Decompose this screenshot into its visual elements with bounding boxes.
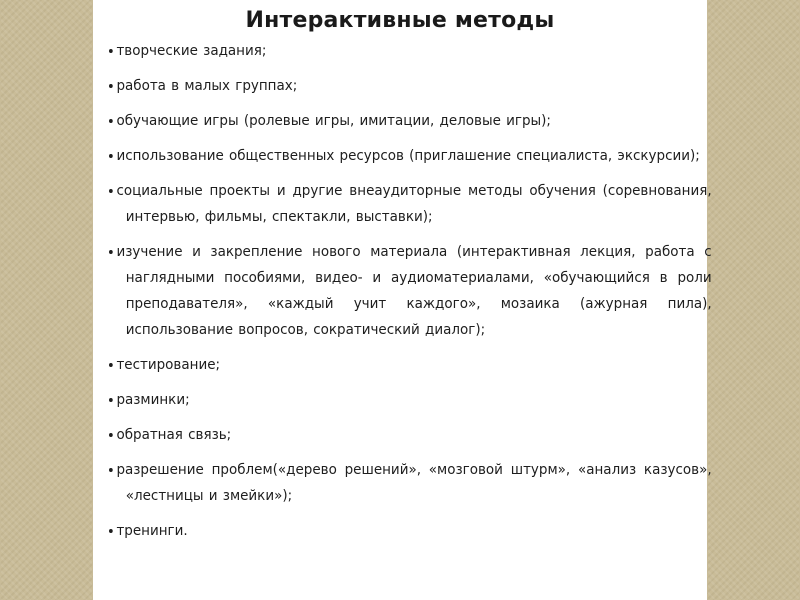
list-item-text: творческие задания; <box>116 43 267 59</box>
list-item-feedback <box>109 422 712 448</box>
list-item-social-projects <box>109 178 712 230</box>
list-item-text: социальные проекты и другие внеаудиторные методы обучения (соревнования, интервью, фильмы, спектакли, выставки); <box>116 183 712 225</box>
list-item-warmups <box>109 387 712 413</box>
bullet-dot <box>109 398 113 402</box>
list-item-problem-solving <box>109 457 712 509</box>
bullet-dot <box>109 529 113 533</box>
bullet-dot <box>109 189 113 193</box>
list-item-text: разминки; <box>116 392 190 408</box>
list-item-text: тестирование; <box>116 357 221 373</box>
list-item-public-resources <box>109 143 712 169</box>
list-item-text: использование общественных ресурсов (приглашение специалиста, экскурсии); <box>116 148 700 164</box>
list-item-text: обратная связь; <box>116 427 232 443</box>
bullet-dot <box>109 154 113 158</box>
bullet-dot <box>109 363 113 367</box>
list-item-learning-games <box>109 108 712 134</box>
methods-list <box>109 38 712 553</box>
bullet-dot <box>109 119 113 123</box>
list-item-text: разрешение проблем(«дерево решений», «мозговой штурм», «анализ казусов», «лестницы и змейки»); <box>116 462 712 504</box>
slide-title: Интерактивные методы <box>245 8 555 33</box>
bullet-dot <box>109 84 113 88</box>
list-item-testing <box>109 352 712 378</box>
left-decorative-band <box>0 0 93 600</box>
list-item-new-material <box>109 239 712 343</box>
list-item-small-groups <box>109 73 712 99</box>
slide <box>93 0 712 600</box>
list-item-text: работа в малых группах; <box>116 78 298 94</box>
list-item-text: обучающие игры (ролевые игры, имитации, деловые игры); <box>116 113 551 129</box>
list-item-creative-tasks <box>109 38 712 64</box>
list-item-text: изучение и закрепление нового материала (интерактивная лекция, работа с наглядными пособиями, видео- и аудиоматериалами, «обучающийся в роли преподавателя», «каждый учит каждого», мозаика (ажурная пила), использование вопросов, сократический диалог); <box>116 244 712 338</box>
right-decorative-band <box>707 0 800 600</box>
list-item-trainings <box>109 518 712 544</box>
bullet-dot <box>109 250 113 254</box>
bullet-dot <box>109 468 113 472</box>
list-item-text: тренинги. <box>116 523 188 539</box>
bullet-dot <box>109 433 113 437</box>
bullet-dot <box>109 49 113 53</box>
